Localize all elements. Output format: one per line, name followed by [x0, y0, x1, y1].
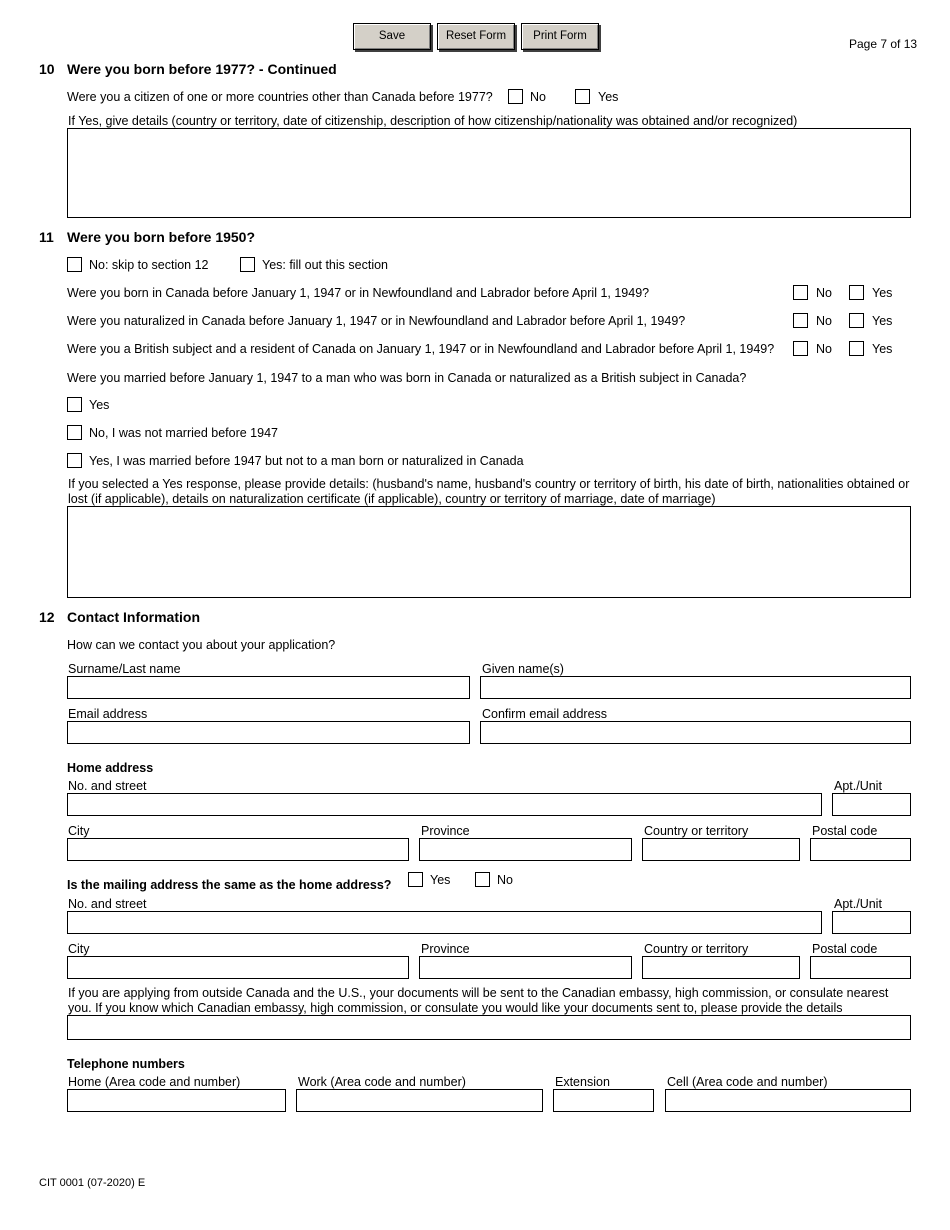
contact-intro: How can we contact you about your application? [67, 638, 336, 652]
mailing-city-input[interactable] [67, 956, 409, 979]
home-city-input[interactable] [67, 838, 409, 861]
extension-label: Extension [555, 1075, 610, 1089]
section-11-number: 11 [39, 229, 54, 245]
mailing-apt-input[interactable] [832, 911, 911, 934]
born-canada-no-checkbox[interactable] [793, 285, 808, 300]
mailing-country-label: Country or territory [644, 942, 749, 956]
section-12-title: Contact Information [67, 609, 200, 625]
email-label: Email address [68, 707, 148, 721]
cell-phone-input[interactable] [665, 1089, 911, 1112]
section-12-number: 12 [39, 609, 55, 625]
home-country-label: Country or territory [644, 824, 749, 838]
cell-phone-label: Cell (Area code and number) [667, 1075, 828, 1089]
born-canada-no-label: No [816, 286, 832, 300]
embassy-details-input[interactable] [67, 1015, 911, 1040]
confirm-email-input[interactable] [480, 721, 911, 744]
extension-input[interactable] [553, 1089, 654, 1112]
mailing-postal-label: Postal code [812, 942, 878, 956]
embassy-note-label: If you are applying from outside Canada and the U.S., your documents will be sent to the Canadian embassy, high commission, or consulate nearest you. If you know which Canadian embassy, high commission, or consulate you would like your documents sent to, please provide the details [68, 986, 889, 1015]
mailing-street-input[interactable] [67, 911, 822, 934]
home-province-label: Province [421, 824, 470, 838]
british-subject-question: Were you a British subject and a resident of Canada on January 1, 1947 or in Newfoundland and Labrador before April 1, 1949? [67, 342, 775, 356]
married-other-label: Yes, I was married before 1947 but not to a man born or naturalized in Canada [89, 454, 524, 468]
married-no-label: No, I was not married before 1947 [89, 426, 278, 440]
given-name-label: Given name(s) [482, 662, 564, 676]
naturalized-no-label: No [816, 314, 832, 328]
page-number: Page 7 of 13 [849, 37, 918, 51]
mailing-postal-input[interactable] [810, 956, 911, 979]
marriage-details-label: If you selected a Yes response, please provide details: (husband's name, husband's country or territory of birth, his date of birth, nationalities obtained or lost (if applicable), details on naturalization certificate (if applicable), country or territory of marriage, date of marriage) [68, 477, 910, 506]
british-subject-no-checkbox[interactable] [793, 341, 808, 356]
citizen-yes-checkbox[interactable] [575, 89, 590, 104]
home-street-label: No. and street [68, 779, 147, 793]
born-canada-yes-checkbox[interactable] [849, 285, 864, 300]
born-canada-question: Were you born in Canada before January 1, 1947 or in Newfoundland and Labrador before April 1, 1949? [67, 286, 650, 300]
given-name-input[interactable] [480, 676, 911, 699]
mailing-apt-label: Apt./Unit [834, 897, 882, 911]
naturalized-no-checkbox[interactable] [793, 313, 808, 328]
citizen-yes-label: Yes [598, 90, 619, 104]
email-input[interactable] [67, 721, 470, 744]
home-city-label: City [68, 824, 90, 838]
confirm-email-label: Confirm email address [482, 707, 608, 721]
form-code-footer: CIT 0001 (07-2020) E [39, 1177, 146, 1189]
naturalized-question: Were you naturalized in Canada before January 1, 1947 or in Newfoundland and Labrador before April 1, 1949? [67, 314, 686, 328]
mailing-province-label: Province [421, 942, 470, 956]
home-address-heading: Home address [67, 761, 154, 775]
british-subject-no-label: No [816, 342, 832, 356]
fill-section-checkbox[interactable] [240, 257, 255, 272]
mailing-same-question: Is the mailing address the same as the home address? [67, 878, 392, 892]
british-subject-yes-label: Yes [872, 342, 893, 356]
home-apt-label: Apt./Unit [834, 779, 882, 793]
section-10-number: 10 [39, 61, 55, 77]
citizen-question: Were you a citizen of one or more countries other than Canada before 1977? [67, 90, 493, 104]
married-yes-label: Yes [89, 398, 110, 412]
citizen-no-checkbox[interactable] [508, 89, 523, 104]
skip-section-label: No: skip to section 12 [89, 258, 209, 272]
mailing-same-yes-label: Yes [430, 873, 451, 887]
citizenship-details-label: If Yes, give details (country or territory, date of citizenship, description of how citizenship/nationality was obtained and/or recognized) [68, 114, 798, 128]
section-10-title: Were you born before 1977? - Continued [67, 61, 337, 77]
home-street-input[interactable] [67, 793, 822, 816]
mailing-city-label: City [68, 942, 90, 956]
surname-label: Surname/Last name [68, 662, 181, 676]
mailing-same-no-checkbox[interactable] [475, 872, 490, 887]
marriage-details-textarea[interactable] [67, 506, 911, 598]
work-phone-input[interactable] [296, 1089, 543, 1112]
mailing-same-no-label: No [497, 873, 513, 887]
section-11-title: Were you born before 1950? [67, 229, 256, 245]
married-no-checkbox[interactable] [67, 425, 82, 440]
home-postal-input[interactable] [810, 838, 911, 861]
citizenship-details-textarea[interactable] [67, 128, 911, 218]
naturalized-yes-checkbox[interactable] [849, 313, 864, 328]
mailing-street-label: No. and street [68, 897, 147, 911]
surname-input[interactable] [67, 676, 470, 699]
print-form-button[interactable]: Print Form [521, 23, 599, 50]
home-phone-input[interactable] [67, 1089, 286, 1112]
british-subject-yes-checkbox[interactable] [849, 341, 864, 356]
citizen-no-label: No [530, 90, 546, 104]
home-province-input[interactable] [419, 838, 632, 861]
telephone-heading: Telephone numbers [67, 1057, 185, 1071]
home-postal-label: Postal code [812, 824, 878, 838]
mailing-country-input[interactable] [642, 956, 800, 979]
skip-section-checkbox[interactable] [67, 257, 82, 272]
home-apt-input[interactable] [832, 793, 911, 816]
reset-form-button[interactable]: Reset Form [437, 23, 515, 50]
mailing-province-input[interactable] [419, 956, 632, 979]
home-country-input[interactable] [642, 838, 800, 861]
married-question: Were you married before January 1, 1947 to a man who was born in Canada or naturalized as a British subject in Canada? [67, 371, 747, 385]
naturalized-yes-label: Yes [872, 314, 893, 328]
save-button[interactable]: Save [353, 23, 431, 50]
mailing-same-yes-checkbox[interactable] [408, 872, 423, 887]
born-canada-yes-label: Yes [872, 286, 893, 300]
married-yes-checkbox[interactable] [67, 397, 82, 412]
home-phone-label: Home (Area code and number) [68, 1075, 241, 1089]
fill-section-label: Yes: fill out this section [262, 258, 388, 272]
work-phone-label: Work (Area code and number) [298, 1075, 466, 1089]
married-other-checkbox[interactable] [67, 453, 82, 468]
